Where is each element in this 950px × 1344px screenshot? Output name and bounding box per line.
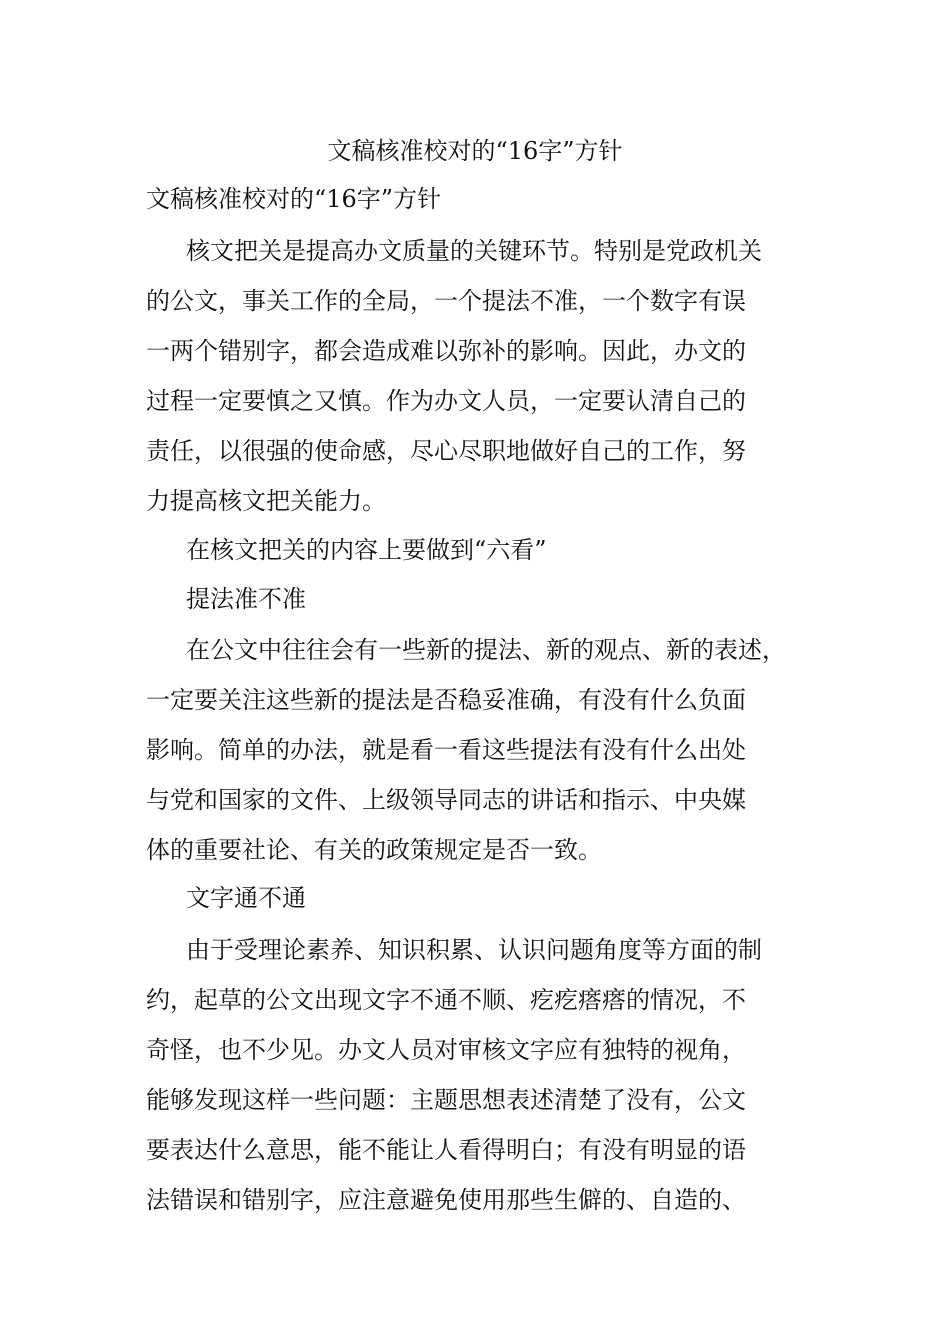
- paragraph-line: 力提高核文把关能力。: [146, 487, 386, 515]
- paragraph-line: 责任，以很强的使命感，尽心尽职地做好自己的工作，努: [146, 437, 746, 465]
- document-subtitle: 文稿核准校对的“16字”方针: [146, 185, 442, 213]
- section-heading: 提法准不准: [186, 585, 306, 613]
- section-heading: 在核文把关的内容上要做到“六看”: [186, 536, 547, 564]
- paragraph-line: 奇怪，也不少见。办文人员对审核文字应有独特的视角，: [146, 1036, 746, 1064]
- section-heading: 文字通不通: [186, 884, 306, 912]
- paragraph-line: 与党和国家的文件、上级领导同志的讲话和指示、中央媒: [146, 786, 746, 814]
- paragraph-line: 约，起草的公文出现文字不通不顺、疙疙瘩瘩的情况，不: [146, 986, 746, 1014]
- document-title: 文稿核准校对的“16字”方针: [327, 137, 623, 165]
- paragraph-line: 一定要关注这些新的提法是否稳妥准确，有没有什么负面: [146, 686, 746, 714]
- paragraph-line: 核文把关是提高办文质量的关键环节。特别是党政机关: [186, 237, 762, 265]
- paragraph-line: 要表达什么意思，能不能让人看得明白；有没有明显的语: [146, 1136, 746, 1164]
- paragraph-line: 影响。简单的办法，就是看一看这些提法有没有什么出处: [146, 736, 746, 764]
- paragraph-line: 由于受理论素养、知识积累、认识问题角度等方面的制: [186, 936, 762, 964]
- paragraph-line: 过程一定要慎之又慎。作为办文人员，一定要认清自己的: [146, 387, 746, 415]
- paragraph-line: 能够发现这样一些问题：主题思想表述清楚了没有，公文: [146, 1086, 746, 1114]
- paragraph-line: 法错误和错别字，应注意避免使用那些生僻的、自造的、: [146, 1186, 746, 1214]
- paragraph-line: 在公文中往往会有一些新的提法、新的观点、新的表述，: [186, 636, 786, 664]
- paragraph-line: 体的重要社论、有关的政策规定是否一致。: [146, 836, 602, 864]
- paragraph-line: 的公文，事关工作的全局，一个提法不准，一个数字有误: [146, 287, 746, 315]
- paragraph-line: 一两个错别字，都会造成难以弥补的影响。因此，办文的: [146, 337, 746, 365]
